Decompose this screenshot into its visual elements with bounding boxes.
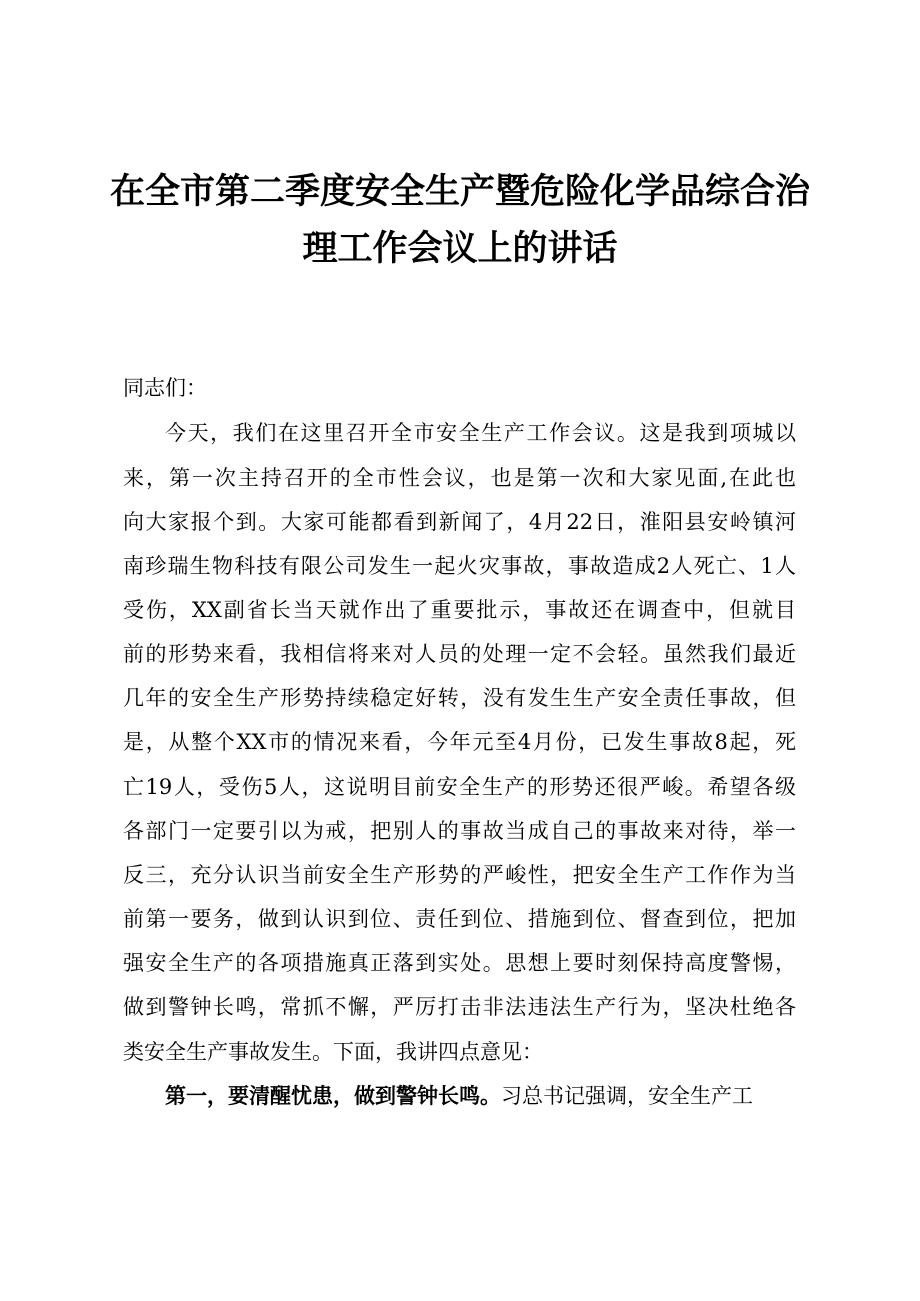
paragraph-line: 各部门一定要引以为戒，把别人的事故当成自己的事故来对待，举一 — [123, 819, 796, 843]
section-text: 习总书记强调，安全生产工 — [501, 1084, 753, 1108]
paragraph-line: 南珍瑞生物科技有限公司发生一起火灾事故，事故造成2人死亡、1人 — [123, 554, 796, 578]
greeting: 同志们： — [123, 376, 207, 400]
document-title-line-1: 在全市第二季度安全生产暨危险化学品综合治 — [109, 172, 810, 212]
paragraph-line: 做到警钟长鸣，常抓不懈，严厉打击非法违法生产行为，坚决杜绝各 — [123, 995, 796, 1019]
paragraph-line: 受伤，XX副省长当天就作出了重要批示，事故还在调查中，但就目 — [123, 598, 796, 622]
paragraph-line: 强安全生产的各项措施真正落到实处。思想上要时刻保持高度警惕， — [123, 951, 796, 975]
paragraph-line: 反三，充分认识当前安全生产形势的严峻性，把安全生产工作作为当 — [123, 863, 796, 887]
paragraph-line: 前的形势来看，我相信将来对人员的处理一定不会轻。虽然我们最近 — [123, 642, 796, 666]
paragraph-line: 今天，我们在这里召开全市安全生产工作会议。这是我到项城以 — [165, 421, 796, 445]
paragraph-line: 类安全生产事故发生。下面，我讲四点意见： — [123, 1040, 543, 1064]
paragraph-line: 亡19人，受伤5人，这说明目前安全生产的形势还很严峻。希望各级 — [123, 775, 796, 799]
paragraph-2-first-line — [165, 1084, 796, 1108]
paragraph-line: 向大家报个到。大家可能都看到新闻了，4月22日，淮阳县安岭镇河 — [123, 510, 796, 534]
document-title-line-2: 理工作会议上的讲话 — [302, 229, 618, 269]
paragraph-line: 来，第一次主持召开的全市性会议，也是第一次和大家见面,在此也 — [123, 466, 796, 490]
paragraph-line: 前第一要务，做到认识到位、责任到位、措施到位、督查到位，把加 — [123, 907, 796, 931]
section-heading: 第一，要清醒忧患，做到警钟长鸣。 — [165, 1083, 501, 1108]
paragraph-line: 几年的安全生产形势持续稳定好转，没有发生生产安全责任事故，但 — [123, 686, 796, 710]
paragraph-line: 是，从整个XX市的情况来看，今年元至4月份，已发生事故8起，死 — [123, 730, 796, 754]
